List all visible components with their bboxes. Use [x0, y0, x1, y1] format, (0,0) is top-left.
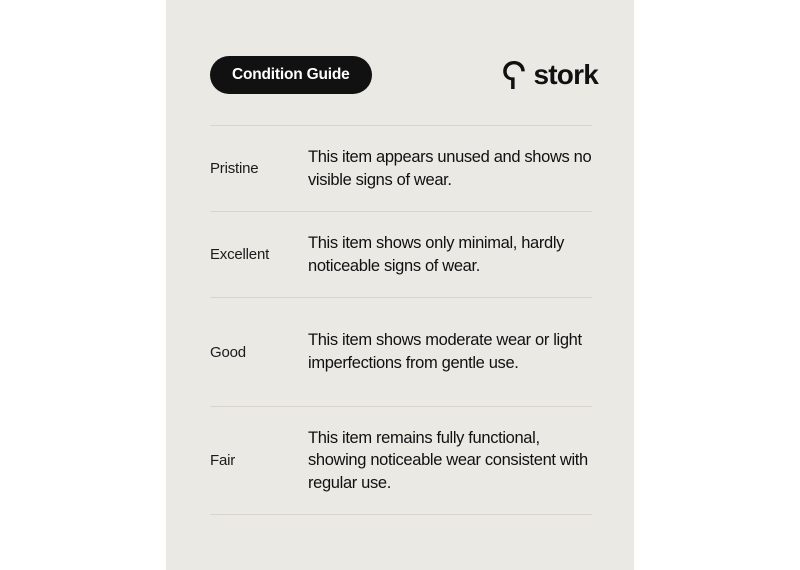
condition-label: Good: [210, 343, 246, 361]
condition-guide-badge: Condition Guide: [210, 56, 372, 95]
condition-table: [210, 125, 592, 515]
condition-description: This item remains fully functional, showing noticeable wear consistent with regular use.: [308, 428, 588, 492]
table-row: [210, 297, 592, 406]
condition-description: This item appears unused and shows no visible signs of wear.: [308, 147, 592, 189]
condition-description: This item shows only minimal, hardly noticeable signs of wear.: [308, 233, 565, 275]
card-header: [210, 55, 598, 95]
table-row: [210, 406, 592, 515]
condition-label: Excellent: [210, 246, 270, 263]
stork-logo-icon: [501, 59, 527, 91]
table-row: [210, 211, 592, 297]
brand-name: stork: [533, 59, 598, 90]
condition-description: This item shows moderate wear or light imperfections from gentle use.: [308, 331, 582, 372]
condition-label: Fair: [210, 452, 236, 469]
brand-lockup: [501, 59, 598, 91]
table-row: [210, 125, 592, 211]
condition-guide-card: [166, 0, 634, 570]
condition-label: Pristine: [210, 160, 259, 177]
